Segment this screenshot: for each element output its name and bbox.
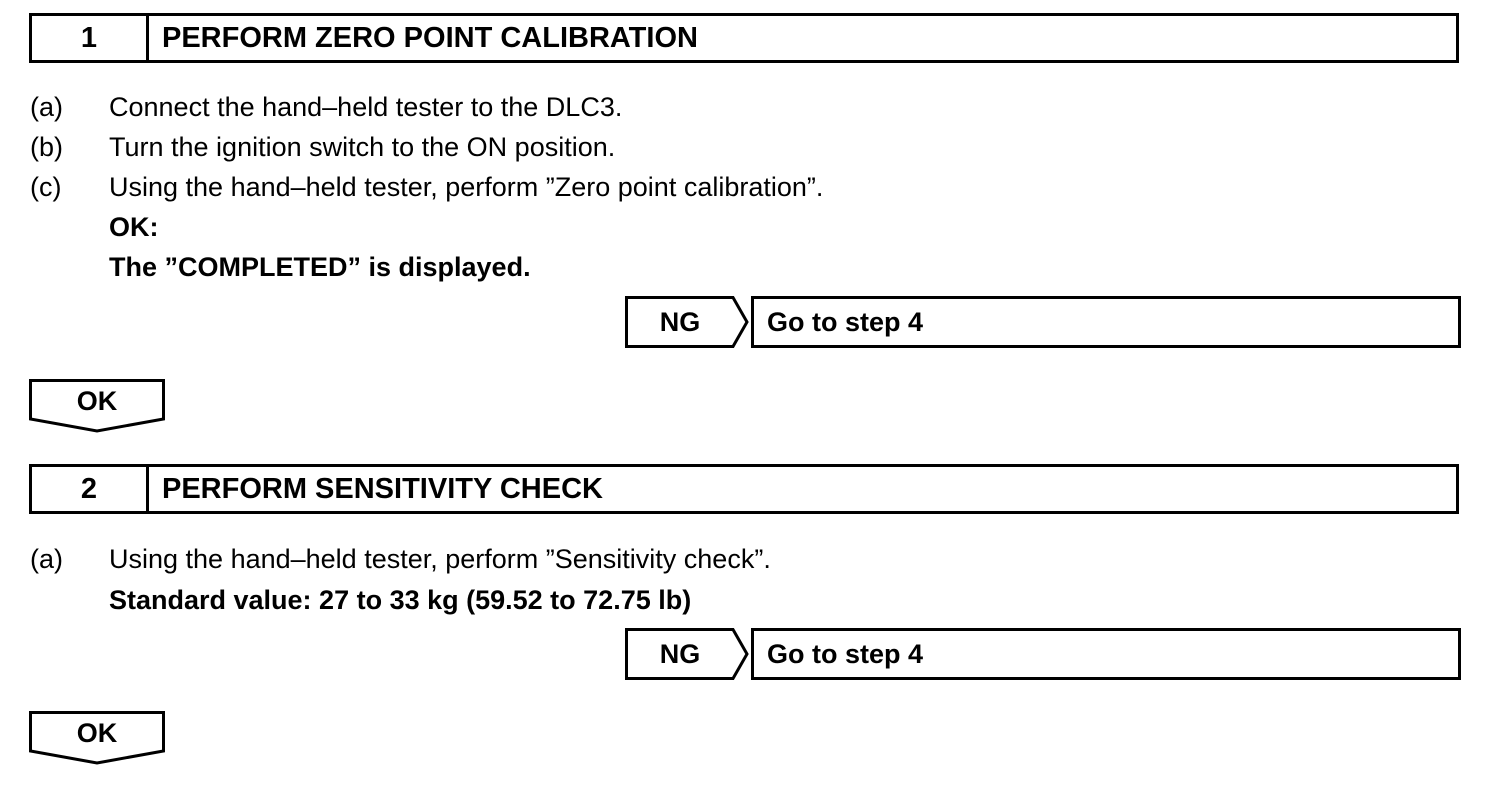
- ok-branch-button[interactable]: [29, 711, 165, 765]
- ng-label: NG: [659, 306, 701, 337]
- standard-value-text: Standard value: 27 to 33 kg (59.52 to 72.75 lb): [109, 585, 692, 615]
- item-text: Connect the hand–held tester to the DLC3.: [109, 92, 623, 122]
- step-2-header: [29, 464, 1459, 514]
- step-title: PERFORM SENSITIVITY CHECK: [162, 472, 603, 505]
- ok-label: OK: [76, 385, 118, 416]
- ng-label: NG: [659, 638, 701, 669]
- ng-goto-step[interactable]: Go to step 4: [751, 296, 1461, 348]
- item-text: Turn the ignition switch to the ON position.: [109, 132, 616, 162]
- item-label: (a): [30, 92, 63, 122]
- ng-goto-step[interactable]: Go to step 4: [751, 628, 1461, 680]
- item-label: (a): [30, 544, 63, 574]
- ok-heading-text: OK:: [109, 212, 159, 242]
- ok-branch-button[interactable]: [29, 379, 165, 433]
- item-label: (c): [30, 172, 62, 202]
- ng-branch-button[interactable]: [625, 628, 749, 680]
- ok-condition-text: The ”COMPLETED” is displayed.: [109, 252, 531, 282]
- item-text: Using the hand–held tester, perform ”Zero point calibration”.: [109, 172, 824, 202]
- ng-branch-button[interactable]: [625, 296, 749, 348]
- item-label: (b): [30, 132, 63, 162]
- step-number: 1: [32, 16, 149, 60]
- step-number: 2: [32, 467, 149, 511]
- ok-label: OK: [76, 717, 118, 748]
- step-1-header: [29, 13, 1459, 63]
- item-text: Using the hand–held tester, perform ”Sensitivity check”.: [109, 544, 771, 574]
- step-title: PERFORM ZERO POINT CALIBRATION: [162, 21, 698, 54]
